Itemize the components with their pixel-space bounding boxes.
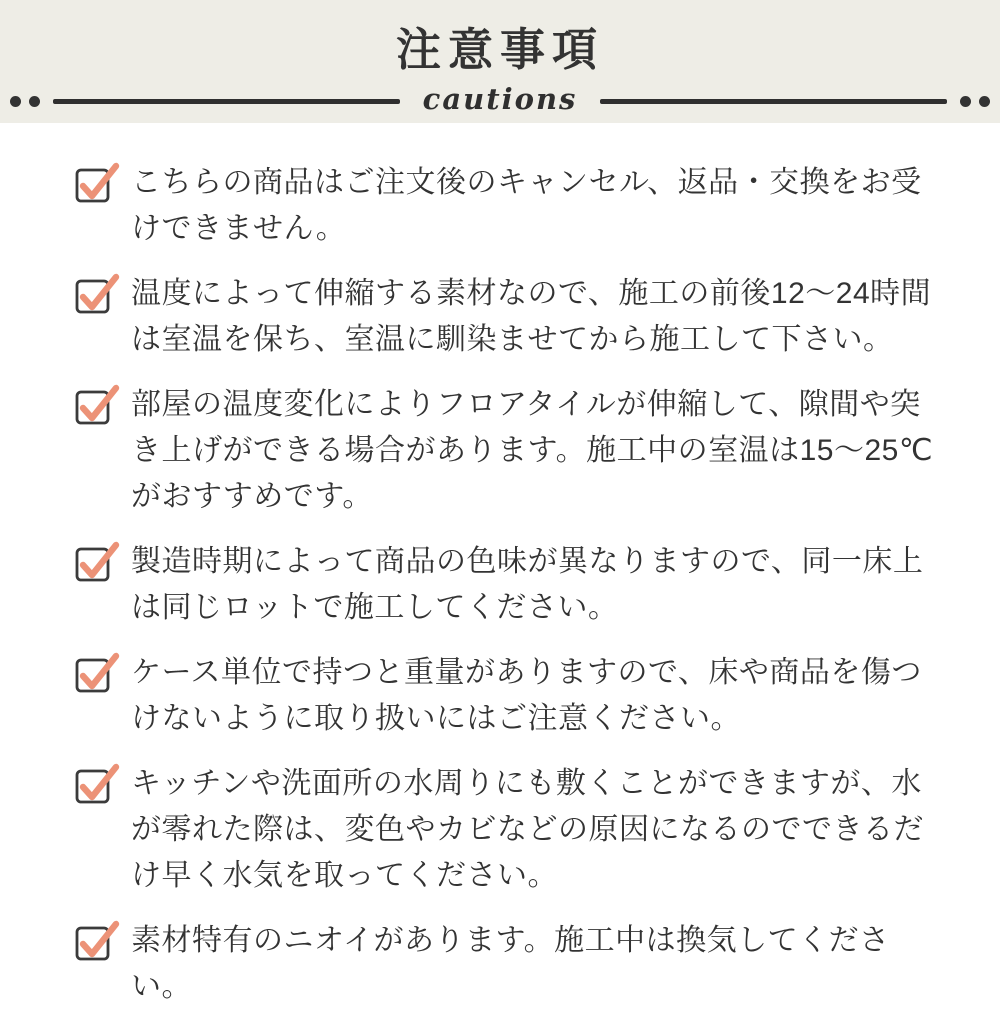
divider-dot [10,96,21,107]
caution-item [74,761,942,899]
caution-item [74,160,942,252]
title-divider [0,84,1000,118]
checked-checkbox-icon [74,162,120,204]
caution-text: 温度によって伸縮する素材なので、施工の前後12〜24時間は室温を保ち、室温に馴染ませてから施工して下さい。 [131,277,932,356]
caution-item [74,650,942,742]
caution-text: こちらの商品はご注文後のキャンセル、返品・交換をお受けできません。 [131,166,922,245]
subtitle-cautions: cautions [422,82,578,116]
caution-text: 製造時期によって商品の色味が異なりますので、同一床上は同じロットで施工してください。 [131,545,924,624]
checked-checkbox-icon [74,273,120,315]
caution-item [74,271,942,363]
checked-checkbox-icon [74,652,120,694]
divider-dot [979,96,990,107]
checked-checkbox-icon [74,384,120,426]
caution-text: 部屋の温度変化によりフロアタイルが伸縮して、隙間や突き上げができる場合があります。施工中の室温は15〜25℃がおすすめです。 [131,388,934,513]
caution-text: 素材特有のニオイがあります。施工中は換気してください。 [131,924,890,1003]
checked-checkbox-icon [74,920,120,962]
page-title: 注意事項 [395,24,604,75]
caution-item [74,382,942,520]
caution-item [74,918,942,1010]
caution-text: ケース単位で持つと重量がありますので、床や商品を傷つけないように取り扱いにはご注意ください。 [131,656,922,735]
checked-checkbox-icon [74,541,120,583]
checked-checkbox-icon [74,763,120,805]
divider-dot [960,96,971,107]
divider-line [53,99,400,104]
divider-dot [29,96,40,107]
header-band [0,0,1000,123]
divider-line [600,99,947,104]
cautions-list [0,123,1000,1010]
caution-text: キッチンや洗面所の水周りにも敷くことができますが、水が零れた際は、変色やカビなどの原因になるのでできるだけ早く水気を取ってください。 [131,767,924,892]
caution-item [74,539,942,631]
